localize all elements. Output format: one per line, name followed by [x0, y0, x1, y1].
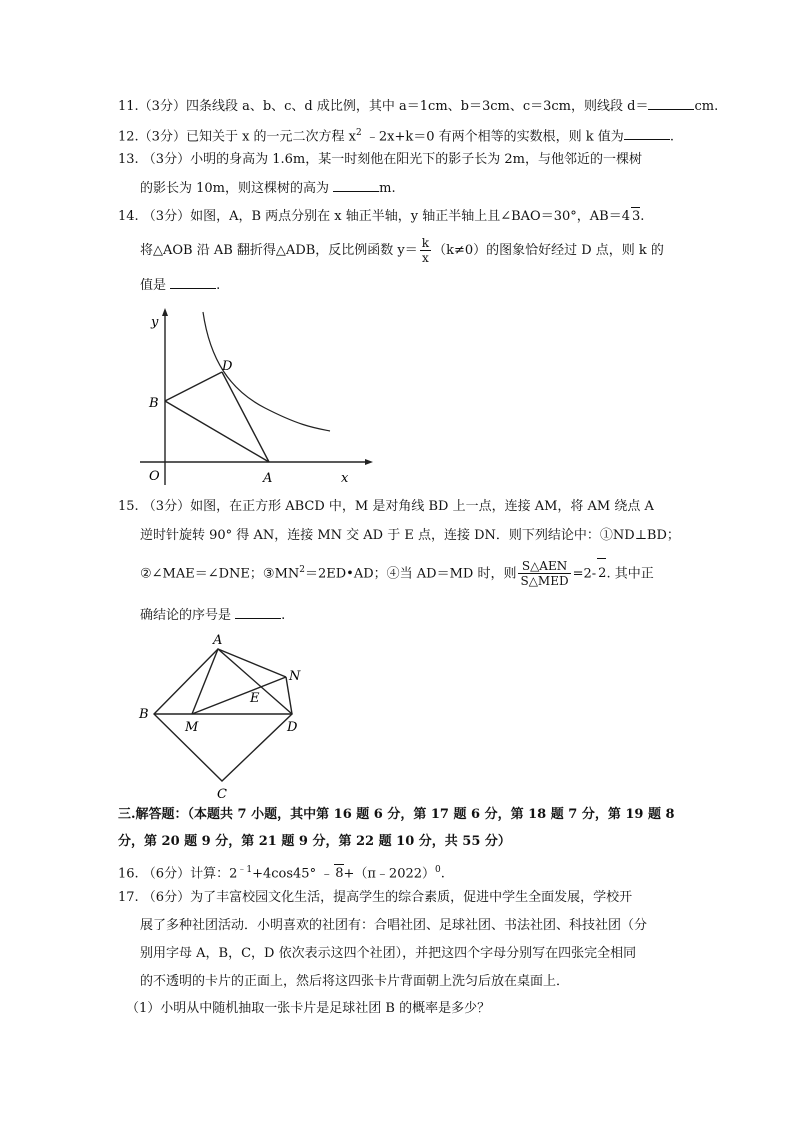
q13-unit: m. — [379, 181, 396, 196]
label-d: D — [222, 359, 233, 374]
q16-text-3: +（π﹣2022） — [343, 866, 436, 882]
q11-text: 11.（3分）四条线段 a、b、c、d 成比例，其中 a＝1cm、b＝3cm、c＝3cm，则线段 d＝ — [118, 99, 649, 114]
q16-text: 16. （6分）计算：2 — [118, 866, 238, 882]
label-d: D — [287, 720, 298, 735]
q16-end: . — [440, 866, 445, 882]
figure-14 — [135, 300, 375, 490]
q11-unit: cm. — [694, 99, 719, 114]
q14-sqrt: 3 — [631, 209, 641, 224]
q14-end-2: . — [216, 278, 221, 293]
q13-text: 的影长为 10m，则这棵树的高为 — [140, 181, 334, 196]
fraction-denominator: S△MED — [520, 574, 569, 589]
question-15-line-1: 15. （3分）如图，在正方形 ABCD 中，M 是对角线 BD 上一点，连接 AM，将 AM 绕点 A — [118, 499, 654, 514]
q14-text: 14. （3分）如图，A，B 两点分别在 x 轴正半轴，y 轴正半轴上且∠BAO＝30°，AB＝4 — [118, 209, 630, 224]
q15-fraction — [518, 559, 570, 588]
q15-text-2: ＝2ED•AD；④当 AD＝MD 时，则 — [305, 566, 517, 582]
label-b: B — [149, 396, 159, 411]
question-15-line-2: 逆时针旋转 90° 得 AN，连接 MN 交 AD 于 E 点，连接 DN．则下列结论中：①ND⊥BD； — [140, 528, 680, 543]
label-o: O — [149, 469, 160, 484]
question-14-line-1 — [118, 207, 644, 226]
label-x: x — [341, 471, 349, 486]
q15-text: ②∠MAE＝∠DNE；③MN — [140, 566, 300, 582]
fraction-denominator: x — [422, 251, 429, 265]
answer-blank — [333, 179, 379, 192]
answer-blank — [170, 276, 216, 289]
answer-blank — [624, 127, 670, 140]
segment-an — [218, 649, 286, 677]
q15-text-4: . 其中正 — [606, 566, 654, 582]
q14-text-3: （k≠0）的图象恰好经过 D 点，则 k 的 — [433, 243, 664, 258]
q16-superscript-2: 0 — [435, 865, 441, 875]
question-16 — [118, 861, 445, 883]
question-17-sub-1: （1）小明从中随机抽取一张卡片是足球社团 B 的概率是多少？ — [126, 1001, 491, 1016]
segment-bd — [165, 372, 222, 401]
section-3-heading-line-1: 三.解答题：（本题共 7 小题，其中第 16 题 6 分，第 17 题 6 分，第 18 题 7 分，第 19 题 8 — [118, 807, 675, 822]
y-axis-arrow — [162, 308, 168, 316]
question-11 — [118, 97, 718, 116]
q15-sqrt: 2 — [597, 558, 606, 589]
answer-blank — [648, 97, 694, 110]
label-n: N — [289, 669, 301, 684]
q12-superscript: 2 — [356, 128, 362, 138]
question-12 — [118, 124, 674, 146]
fraction-numerator: S△AEN — [518, 559, 570, 574]
q15-text-5: 确结论的序号是 — [140, 608, 236, 623]
label-a: A — [213, 633, 223, 648]
q15-end: . — [281, 608, 286, 623]
label-e: E — [250, 691, 260, 706]
label-c: C — [217, 787, 227, 800]
question-17-line-3: 别用字母 A，B，C，D 依次表示这四个社团），并把这四个字母分别写在四张完全相同 — [140, 946, 637, 961]
question-15-line-4 — [140, 606, 285, 625]
fraction-numerator: k — [421, 236, 430, 250]
q14-end: . — [640, 209, 645, 224]
question-14-line-3 — [140, 276, 220, 295]
q14-text-2: 将△AOB 沿 AB 翻折得△ADB，反比例函数 y＝ — [140, 243, 418, 258]
question-17-line-1: 17. （6分）为了丰富校园文化生活，提高学生的综合素质，促进中学生全面发展，学校开 — [118, 890, 633, 905]
question-13-line-1: 13. （3分）小明的身高为 1.6m，某一时刻他在阳光下的影子长为 2m，与他邻近的一棵树 — [118, 152, 642, 167]
q16-sqrt: 8 — [335, 866, 344, 882]
q16-text-2: +4cos45° ﹣ — [252, 866, 334, 882]
label-m: M — [185, 720, 199, 735]
question-14-line-2 — [140, 236, 664, 266]
segment-am — [192, 649, 218, 714]
question-15-line-3 — [140, 555, 654, 589]
q12-end: . — [669, 129, 674, 145]
q15-superscript: 2 — [299, 565, 305, 575]
question-13-line-2 — [140, 179, 396, 198]
q12-text-2: ﹣2x+k＝0 有两个相等的实数根，则 k 值为 — [361, 129, 624, 145]
question-17-line-4: 的不透明的卡片的正面上，然后将这四张卡片背面朝上洗匀后放在桌面上． — [140, 974, 570, 989]
figure-15 — [135, 630, 315, 800]
q15-text-3: =2- — [572, 566, 597, 582]
label-y: y — [151, 315, 159, 330]
section-3-heading-line-2: 分，第 20 题 9 分，第 21 题 9 分，第 22 题 10 分，共 55 分） — [118, 834, 511, 849]
q14-fraction — [420, 236, 431, 265]
question-17-line-2: 展了多种社团活动．小明喜欢的社团有：合唱社团、足球社团、书法社团、科技社团（分 — [140, 918, 648, 933]
label-a: A — [263, 471, 273, 486]
square-abcd — [154, 649, 292, 781]
label-b: B — [139, 707, 149, 722]
x-axis-arrow — [365, 459, 373, 465]
q16-superscript: ﹣1 — [237, 865, 253, 875]
q12-text: 12.（3分）已知关于 x 的一元二次方程 x — [118, 129, 357, 145]
answer-blank — [235, 606, 281, 619]
q14-text-4: 值是 — [140, 278, 171, 293]
